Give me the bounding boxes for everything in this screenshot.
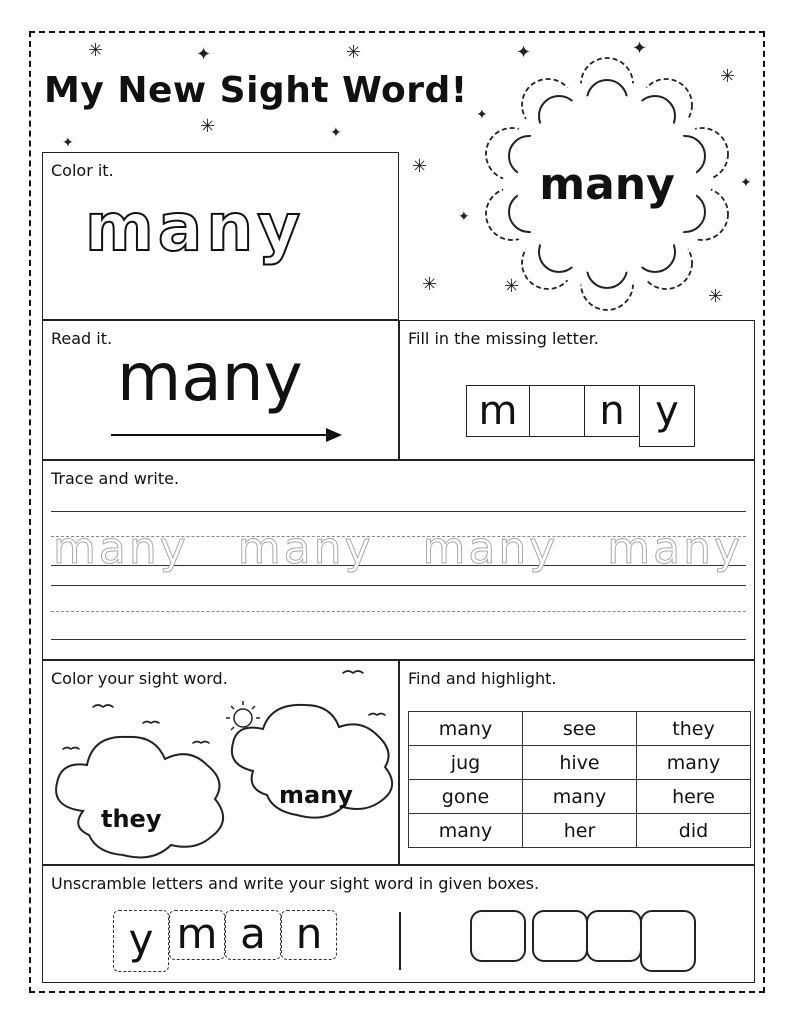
fill-missing-panel <box>399 320 755 460</box>
scrambled-letter: y <box>113 910 169 972</box>
read-it-panel <box>42 320 399 460</box>
color-it-panel <box>42 152 399 320</box>
writing-midline <box>51 611 746 612</box>
read-it-label: Read it. <box>51 329 113 348</box>
word-cell[interactable]: did <box>637 814 751 848</box>
star-icon: ✦ <box>458 209 470 225</box>
trace-word[interactable]: many <box>237 523 374 574</box>
cloud-scene <box>43 661 397 863</box>
star-icon: ✦ <box>740 175 752 191</box>
cloud-word-right[interactable]: many <box>279 781 353 809</box>
star-icon: ✳ <box>422 274 438 295</box>
trace-word[interactable]: many <box>422 523 559 574</box>
badge-word: many <box>539 159 675 210</box>
star-icon: ✦ <box>62 135 74 151</box>
missing-letter-box[interactable] <box>529 385 585 437</box>
divider <box>399 912 401 970</box>
word-cell[interactable]: many <box>409 814 523 848</box>
word-cell[interactable]: here <box>637 780 751 814</box>
arrow-right-icon <box>326 428 342 442</box>
star-icon: ✳ <box>504 276 520 297</box>
page-title: My New Sight Word! <box>44 70 468 111</box>
find-highlight-panel <box>399 660 755 865</box>
trace-write-panel <box>42 460 755 660</box>
star-icon: ✳ <box>412 156 428 177</box>
star-icon: ✦ <box>330 125 342 141</box>
star-icon: ✦ <box>196 44 212 65</box>
writing-line[interactable] <box>51 585 746 586</box>
outline-word[interactable]: many <box>85 189 305 266</box>
star-icon: ✳ <box>720 66 736 87</box>
star-icon: ✦ <box>632 38 648 59</box>
answer-box[interactable] <box>640 910 696 972</box>
star-icon: ✳ <box>708 286 724 307</box>
answer-box[interactable] <box>586 910 642 962</box>
sight-word-badge <box>478 56 736 312</box>
scrambled-letter: n <box>281 910 337 960</box>
star-icon: ✦ <box>476 107 488 123</box>
writing-line <box>51 511 746 512</box>
letter-box: n <box>584 385 640 437</box>
trace-words <box>53 523 743 574</box>
read-word: many <box>117 339 303 416</box>
trace-word[interactable]: many <box>53 523 189 574</box>
star-icon: ✳ <box>200 116 216 137</box>
fill-missing-label: Fill in the missing letter. <box>408 329 599 348</box>
scrambled-letter: m <box>169 910 225 960</box>
word-cell[interactable]: they <box>637 712 751 746</box>
table-row <box>409 712 751 746</box>
word-cell[interactable]: jug <box>409 746 523 780</box>
answer-box[interactable] <box>532 910 588 962</box>
table-row <box>409 780 751 814</box>
read-arrow <box>111 434 333 436</box>
word-cell[interactable]: her <box>523 814 637 848</box>
word-cell[interactable]: see <box>523 712 637 746</box>
color-it-label: Color it. <box>51 161 114 180</box>
unscramble-label: Unscramble letters and write your sight word in given boxes. <box>51 874 540 893</box>
letter-box: y <box>639 385 695 447</box>
word-cell[interactable]: many <box>409 712 523 746</box>
word-cell[interactable]: many <box>637 746 751 780</box>
word-grid <box>408 711 751 848</box>
scrambled-letter: a <box>225 910 281 960</box>
table-row <box>409 746 751 780</box>
color-word-label: Color your sight word. <box>51 669 228 688</box>
unscramble-panel <box>42 865 755 983</box>
trace-write-label: Trace and write. <box>51 469 180 488</box>
writing-line[interactable] <box>51 639 746 640</box>
table-row <box>409 814 751 848</box>
answer-box[interactable] <box>470 910 526 962</box>
star-icon: ✳ <box>88 40 104 61</box>
word-cell[interactable]: many <box>523 780 637 814</box>
cloud-left <box>56 737 223 858</box>
trace-word[interactable]: many <box>607 523 743 574</box>
letter-box: m <box>466 385 530 437</box>
cloud-word-left[interactable]: they <box>101 805 162 833</box>
find-highlight-label: Find and highlight. <box>408 669 557 688</box>
color-word-panel <box>42 660 399 865</box>
star-icon: ✳ <box>346 42 362 63</box>
word-cell[interactable]: hive <box>523 746 637 780</box>
star-icon: ✦ <box>516 42 532 63</box>
word-cell[interactable]: gone <box>409 780 523 814</box>
